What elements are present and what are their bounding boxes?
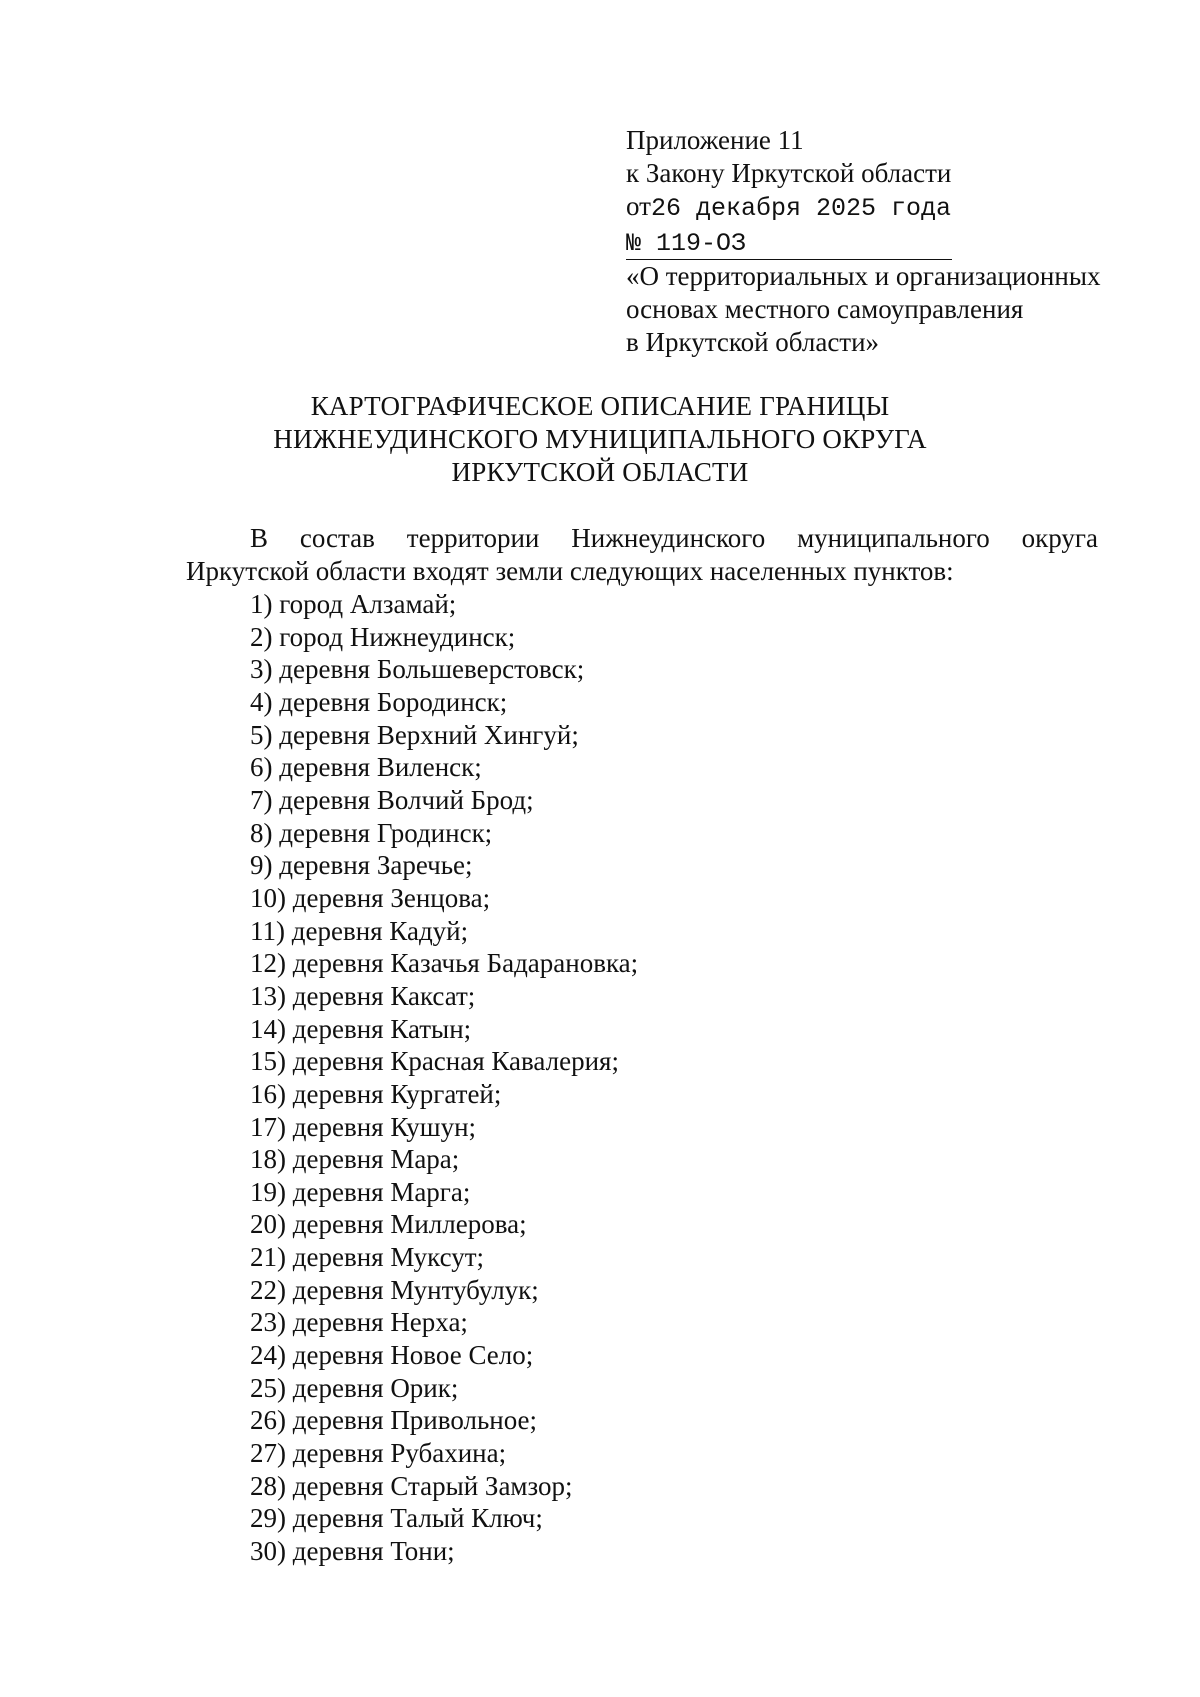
list-item: 3) деревня Большеверстовск; xyxy=(250,654,585,685)
list-item: 11) деревня Кадуй; xyxy=(250,915,469,946)
list-item: 13) деревня Каксат; xyxy=(250,980,476,1011)
list-item: 19) деревня Марга; xyxy=(250,1176,471,1207)
title-line-1: КАРТОГРАФИЧЕСКОЕ ОПИСАНИЕ ГРАНИЦЫ xyxy=(310,391,890,421)
intro-line-2: Иркутской области входят земли следующих населенных пунктов: xyxy=(186,556,954,586)
appendix-header xyxy=(626,124,1146,359)
list-item: 20) деревня Миллерова; xyxy=(250,1209,527,1240)
document-title xyxy=(0,390,1200,489)
list-item: 22) деревня Мунтубулук; xyxy=(250,1274,539,1305)
title-line-2: НИЖНЕУДИНСКОГО МУНИЦИПАЛЬНОГО ОКРУГА xyxy=(273,424,927,454)
list-item: 17) деревня Кушун; xyxy=(250,1111,477,1142)
list-item: 15) деревня Красная Кавалерия; xyxy=(250,1046,619,1077)
list-item: 26) деревня Привольное; xyxy=(250,1405,538,1436)
appendix-law-number-line xyxy=(626,225,1146,260)
list-item: 7) деревня Волчий Брод; xyxy=(250,784,534,815)
list-item: 16) деревня Кургатей; xyxy=(250,1078,502,1109)
list-item: 10) деревня Зенцова; xyxy=(250,882,491,913)
law-number: № 119-ОЗ xyxy=(626,229,952,260)
list-item: 18) деревня Мара; xyxy=(250,1144,460,1175)
appendix-law-title-3: в Иркутской области» xyxy=(626,327,880,357)
list-item: 5) деревня Верхний Хингуй; xyxy=(250,719,579,750)
list-item: 29) деревня Талый Ключ; xyxy=(250,1503,543,1534)
settlement-list xyxy=(250,588,638,1568)
intro-line-1: В состав территории Нижнеудинского муниципального округа xyxy=(250,523,1098,553)
list-item: 8) деревня Гродинск; xyxy=(250,817,493,848)
appendix-date xyxy=(626,190,1146,225)
date-value: 26 декабря 2025 года xyxy=(650,194,952,223)
list-item: 1) город Алзамай; xyxy=(250,589,457,619)
list-item: 14) деревня Катын; xyxy=(250,1013,472,1044)
list-item: 24) деревня Новое Село; xyxy=(250,1340,534,1371)
intro-paragraph xyxy=(186,522,1098,588)
list-item: 12) деревня Казачья Бадарановка; xyxy=(250,948,639,979)
list-item: 9) деревня Заречье; xyxy=(250,850,473,881)
list-item: 2) город Нижнеудинск; xyxy=(250,621,516,652)
appendix-law-title-2: основах местного самоуправления xyxy=(626,294,1024,324)
date-prefix: от xyxy=(626,191,651,221)
appendix-law-title-1: «О территориальных и организационных xyxy=(626,261,1101,291)
list-item: 23) деревня Нерха; xyxy=(250,1307,468,1338)
appendix-number: Приложение 11 xyxy=(626,125,804,155)
appendix-law-reference: к Закону Иркутской области xyxy=(626,158,952,188)
list-item: 28) деревня Старый Замзор; xyxy=(250,1470,573,1501)
list-item: 25) деревня Орик; xyxy=(250,1372,459,1403)
list-item: 6) деревня Виленск; xyxy=(250,752,482,783)
title-line-3: ИРКУТСКОЙ ОБЛАСТИ xyxy=(451,457,749,487)
list-item: 27) деревня Рубахина; xyxy=(250,1438,507,1469)
list-item: 21) деревня Муксут; xyxy=(250,1242,485,1273)
list-item: 30) деревня Тони; xyxy=(250,1536,455,1567)
list-item: 4) деревня Бородинск; xyxy=(250,686,508,717)
